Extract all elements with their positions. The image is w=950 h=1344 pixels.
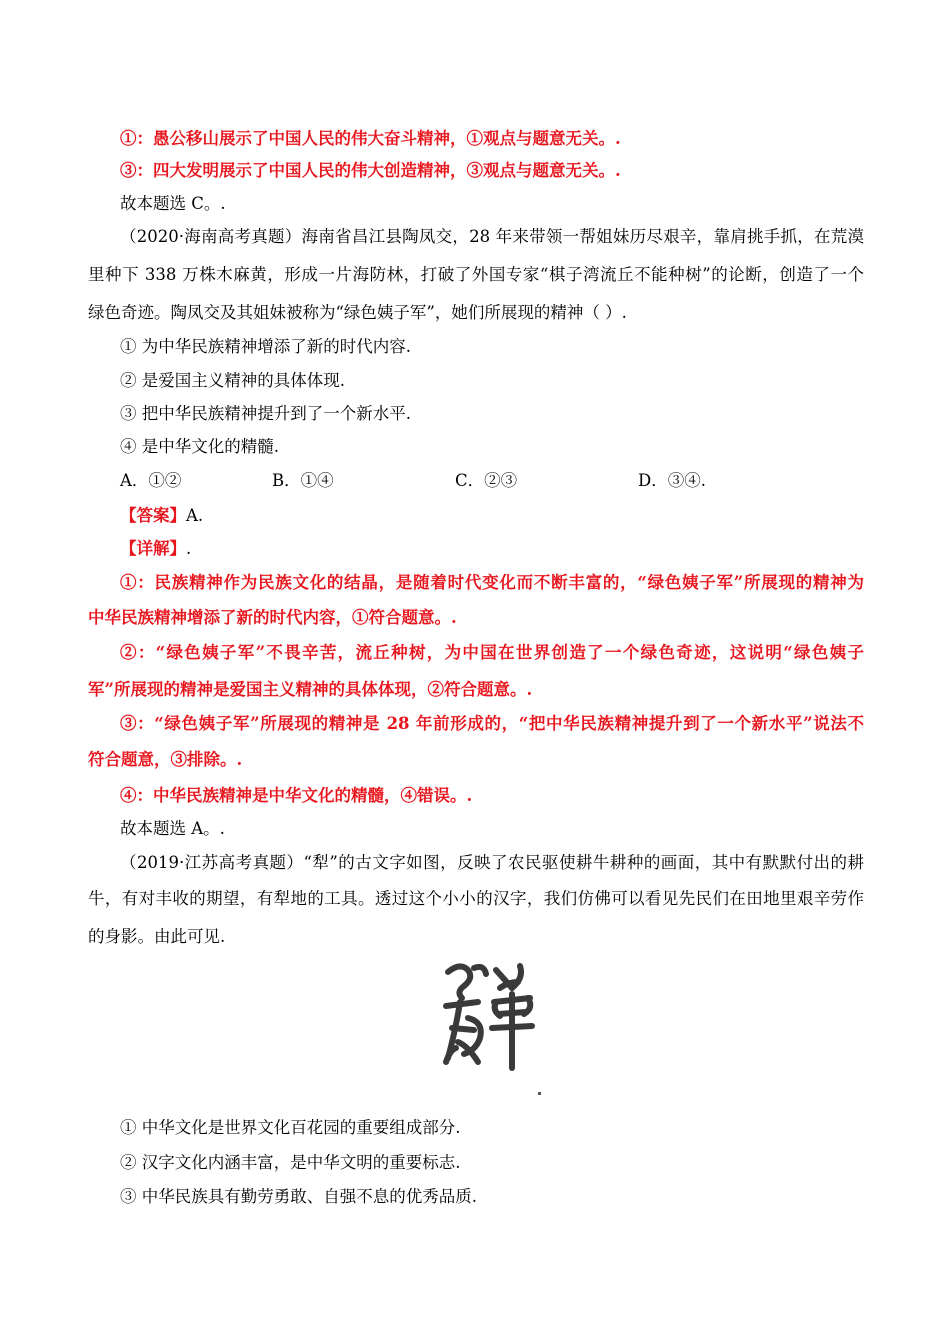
prev-conclusion: 故本题选 C。.: [120, 194, 226, 213]
q2-explanation-1-line-1: ①：民族精神作为民族文化的结晶，是随着时代变化而不断丰富的，“绿色姨子军”所展现的精神为: [120, 573, 864, 592]
image-anchor-mark: [538, 1092, 541, 1095]
q2-answer: [120, 505, 203, 527]
q2-explanation-3-line-1: ③：“绿色姨子军”所展现的精神是 28 年前形成的，“把中华民族精神提升到了一个新水平”说法不: [120, 714, 864, 733]
q2-item-3: ③ 把中华民族精神提升到了一个新水平.: [120, 404, 411, 423]
q2-option-a: A．①②: [120, 471, 182, 490]
q2-stem-line-2: 里种下 338 万株木麻黄，形成一片海防林，打破了外国专家“棋子湾流丘不能种树”的论断，创造了一个: [88, 265, 864, 284]
q2-option-d: D．③④.: [638, 471, 706, 490]
q3-stem-line-2: 牛，有对丰收的期望，有犁地的工具。透过这个小小的汉字，我们仿佛可以看见先民们在田地里艰辛劳作: [88, 889, 864, 908]
q2-item-1: ① 为中华民族精神增添了新的时代内容.: [120, 337, 411, 356]
q2-stem-line-1: （2020·海南高考真题）海南省昌江县陶凤交，28 年来带领一帮姐妹历尽艰辛，靠肩挑手抓，在荒漠: [120, 227, 864, 246]
q2-stem-line-3: 绿色奇迹。陶凤交及其姐妹被称为“绿色姨子军”，她们所展现的精神（ ）.: [88, 303, 627, 322]
q2-item-2: ② 是爱国主义精神的具体体现.: [120, 371, 345, 390]
q3-item-2: ② 汉字文化内涵丰富，是中华文明的重要标志.: [120, 1153, 461, 1172]
q2-explanation-2-line-1: ②：“绿色姨子军”不畏辛苦，流丘种树，为中国在世界创造了一个绿色奇迹，这说明“绿色姨子: [120, 643, 864, 662]
q3-item-3: ③ 中华民族具有勤劳勇敢、自强不息的优秀品质.: [120, 1187, 477, 1206]
q2-item-4: ④ 是中华文化的精髓.: [120, 437, 279, 456]
prev-explanation-line-1: ①：愚公移山展示了中国人民的伟大奋斗精神，①观点与题意无关。.: [120, 129, 621, 148]
detail-label: 【详解】: [120, 539, 186, 558]
q2-conclusion: 故本题选 A。.: [120, 819, 225, 838]
q3-stem-line-1: （2019·江苏高考真题）“犁”的古文字如图，反映了农民驱使耕牛耕种的画面，其中有默默付出的耕: [120, 853, 864, 872]
q3-item-1: ① 中华文化是世界文化百花园的重要组成部分.: [120, 1118, 461, 1137]
q2-explanation-2-line-2: 军”所展现的精神是爱国主义精神的具体体现，②符合题意。.: [88, 680, 533, 699]
answer-label: 【答案】: [120, 506, 186, 525]
detail-tail: .: [186, 539, 192, 558]
q2-explanation-1-line-2: 中华民族精神增添了新的时代内容，①符合题意。.: [88, 608, 457, 627]
answer-value: A.: [186, 506, 204, 525]
q2-option-c: C．②③: [455, 471, 518, 490]
q2-explanation-4-line-1: ④：中华民族精神是中华文化的精髓，④错误。.: [120, 786, 473, 805]
q2-detail: [120, 538, 191, 560]
ancient-character-image: [438, 958, 538, 1078]
q3-stem-line-3: 的身影。由此可见.: [88, 927, 226, 946]
q2-explanation-3-line-2: 符合题意，③排除。.: [88, 750, 243, 769]
prev-explanation-line-2: ③：四大发明展示了中国人民的伟大创造精神，③观点与题意无关。.: [120, 161, 621, 180]
q2-option-b: B．①④: [272, 471, 334, 490]
